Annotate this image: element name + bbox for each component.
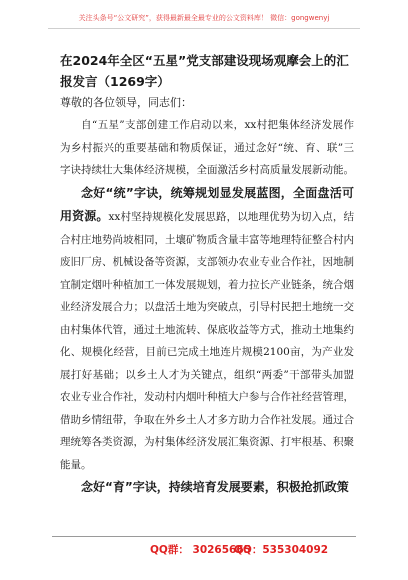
paragraph-2-lead: 念好“统”字诀，统筹规划显发展蓝图，全面盘活可用资源。: [60, 185, 354, 223]
header-banner: [0, 0, 408, 40]
paragraph-3-lead: 念好“育”字诀，持续培育发展要素，积极抢抓政策: [81, 480, 349, 494]
footer-qq-group: QQ群： 30265665: [150, 544, 251, 556]
footer-divider: [52, 536, 356, 537]
paragraph-1: [60, 114, 354, 182]
document-body: [60, 50, 354, 500]
document-title: 在2024年全区“五星”党支部建设现场观摩会上的汇报发言（1269字）: [60, 53, 349, 89]
paragraph-3: [60, 476, 354, 500]
paragraph-2: [60, 182, 354, 477]
footer: [0, 536, 408, 556]
paragraph-2-text: xx村坚持规模化发展思路，以地理优势为切入点，结合村庄地势尚坡相同，土壤矿物质含量丰富等地理特征整合村内废旧厂房、机械设备等资源，支部领办农业专业合作社，因地制宜制定烟叶种植加工一体发展规划，着力拉长产业链条，统合烟业经济发展合力；以盘活土地为突破点，引导村民把土地统一交由村集体代管，通过土地流转、保底收益等方式，推动土地集约化、规模化经营，目前已完成土地连片规模2100亩，为产业发展打好基础；以乡土人才为关键点，组织“两委”干部带头加盟农业专业合作社，发动村内烟叶种植大户参与合作社经营管理，借助乡情纽带，争取在外乡土人才多方助力合作社发展。通过合理统筹各类资源，为村集体经济发展汇集资源、打牢根基、积聚能量。: [60, 211, 354, 471]
footer-qq-number: QQ：535304092: [234, 544, 329, 556]
header-divider: [48, 28, 360, 29]
header-notice: 关注头条号“公文研究”，获得最新最全最专业的公文资料库！ 微信：gongwenyj: [78, 14, 330, 22]
paragraph-1-text: 自“五星”支部创建工作启动以来，xx村把集体经济发展作为乡村振兴的重要基础和物质保证，通过念好“统、育、联”三字诀持续壮大集体经济规模，全面激活乡村高质量发展新动能。: [60, 119, 354, 176]
greeting: 尊敬的各位领导，同志们：: [60, 96, 192, 109]
